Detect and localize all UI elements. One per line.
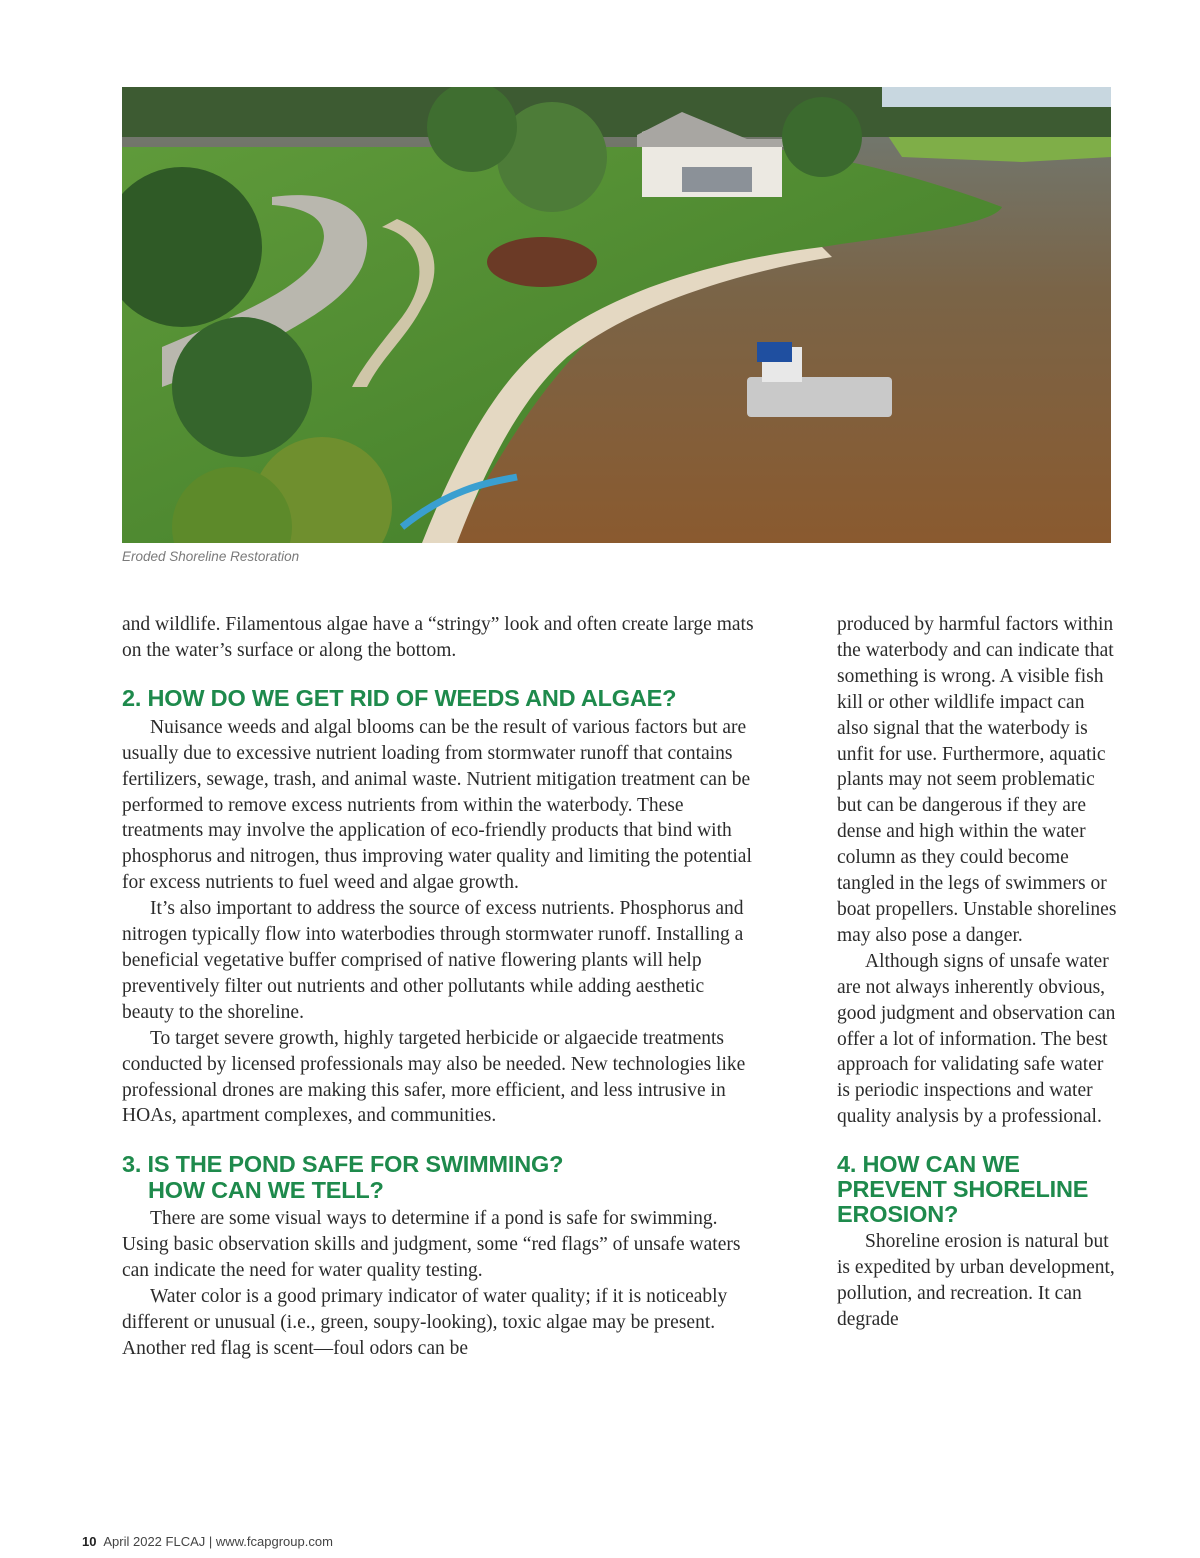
left-column (122, 612, 754, 1362)
section-4-paragraph-1: Shoreline erosion is natural but is expedited by urban development, pollution, and recreation. It can degrade (837, 1231, 1115, 1330)
page-footer (82, 1534, 333, 1549)
section-3-paragraph-2: Water color is a good primary indicator of water quality; if it is noticeably different or unusual (i.e., green, soupy-looking), toxic algae may be present. Another red flag is scent—foul odors can be (122, 1286, 728, 1359)
footer-publication: April 2022 FLCAJ | www.fcapgroup.com (103, 1534, 333, 1549)
section-2-paragraph-2: It’s also important to address the source of excess nutrients. Phosphorus and nitrogen typically flow into waterbodies through stormwater runoff. Installing a beneficial vegetative buffer comprised of native flowering plants will help preventively filter out nutrients and other pollutants while adding aesthetic beauty to the shoreline. (122, 898, 744, 1023)
section-2-paragraph-3: To target severe growth, highly targeted herbicide or algaecide treatments conducted by licensed professionals may also be needed. New technologies like professional drones are making this safer, more efficient, and less intrusive in HOAs, apartment complexes, and communities. (122, 1027, 746, 1127)
intro-paragraph: and wildlife. Filamentous algae have a “stringy” look and often create large mats on the water’s surface or along the bottom. (122, 614, 754, 661)
section-3-paragraph-1: There are some visual ways to determine if a pond is safe for swimming. Using basic observation skills and judgment, some “red flags” of unsafe waters can indicate the need for water quality testing. (122, 1208, 741, 1282)
shoreline-photo-illustration (122, 87, 1111, 543)
unsafe-water-paragraph: Although signs of unsafe water are not always inherently obvious, good judgment and observation can offer a lot of information. The best approach for validating safe water is periodic inspections and water quality analysis by a professional. (837, 950, 1116, 1128)
shoreline-photo (122, 87, 1111, 543)
section-2-paragraph-1: Nuisance weeds and algal blooms can be the result of various factors but are usually due to excessive nutrient loading from stormwater runoff that contains fertilizers, sewage, trash, and animal waste. Nutrient mitigation treatment can be performed to remove excess nutrients from within the waterbody. These treatments may involve the application of eco-friendly products that bind with phosphorus and nitrogen, thus improving water quality and limiting the potential for excess nutrients to fuel weed and algae growth. (122, 716, 752, 894)
continued-paragraph: produced by harmful factors within the waterbody and can indicate that something is wrong. A visible fish kill or other wildlife impact can also signal that the waterbody is unfit for use. Furthermore, aquatic plants may not seem problematic but can be dangerous if they are dense and high within the water column as they could become tangled in the legs of swimmers or boat propellers. Unstable shorelines may also pose a danger. (837, 614, 1117, 946)
section-3-heading-line-1: 3. IS THE POND SAFE FOR SWIMMING? (122, 1151, 564, 1178)
page-number: 10 (82, 1534, 97, 1549)
section-3-heading-line-2: HOW CAN WE TELL? (148, 1177, 384, 1204)
section-4-heading: 4. HOW CAN WE PREVENT SHORELINE EROSION? (837, 1151, 1089, 1228)
section-2-heading: 2. HOW DO WE GET RID OF WEEDS AND ALGAE? (122, 684, 677, 711)
right-column (837, 612, 1117, 1333)
photo-caption: Eroded Shoreline Restoration (122, 549, 300, 564)
section-3-heading (122, 1151, 754, 1203)
